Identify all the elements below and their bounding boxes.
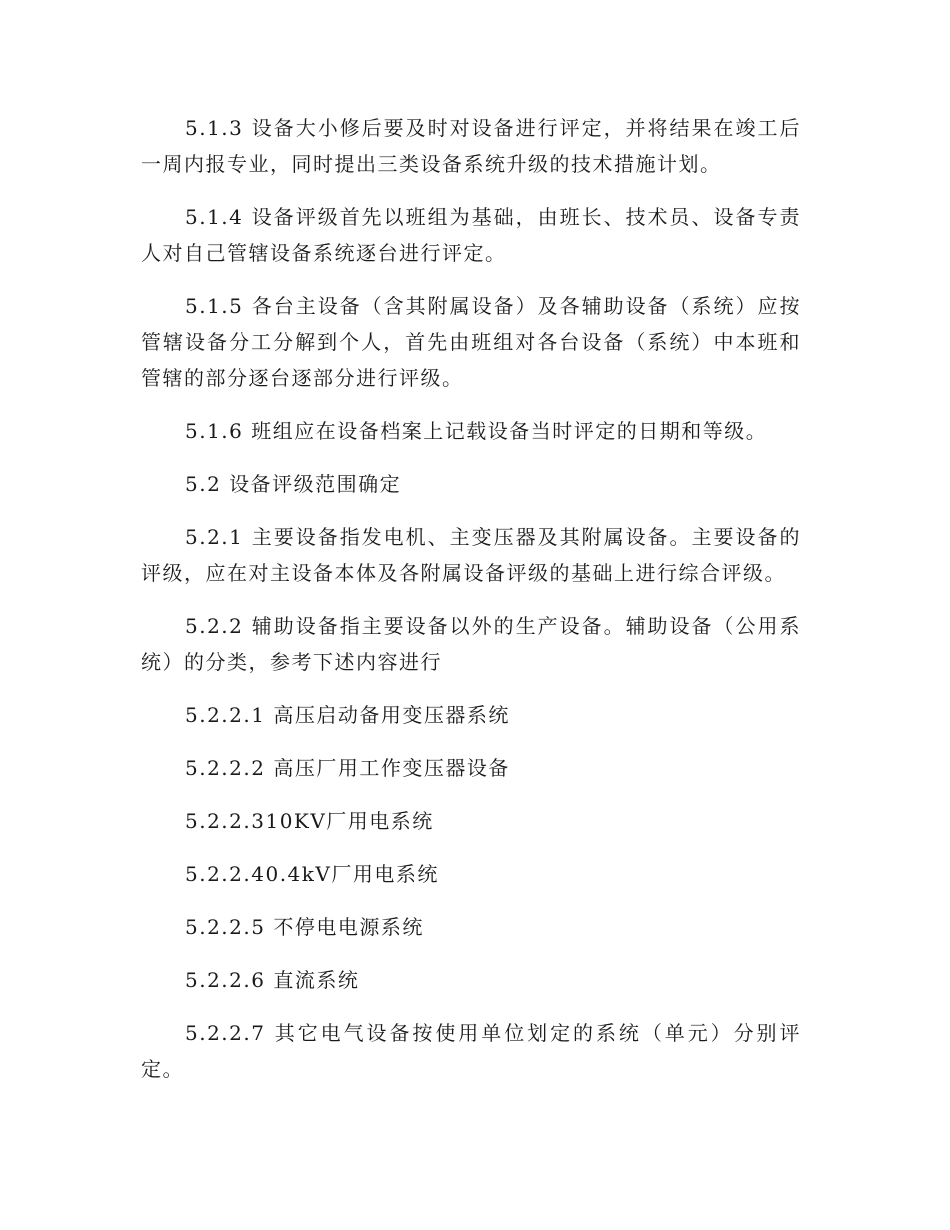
paragraph-5-1-6: 5.1.6 班组应在设备档案上记载设备当时评定的日期和等级。: [185, 419, 768, 443]
document-body: [141, 110, 801, 1104]
section-heading-5-2: 5.2 设备评级范围确定: [185, 472, 402, 496]
paragraph-5-1-3: 5.1.3 设备大小修后要及时对设备进行评定，并将结果在竣工后一周内报专业，同时提出三类设备系统升级的技术措施计划。: [141, 116, 801, 176]
list-item-5-2-2-1: 5.2.2.1 高压启动备用变压器系统: [185, 703, 510, 727]
paragraph-5-1-5: 5.1.5 各台主设备（含其附属设备）及各辅助设备（系统）应按管辖设备分工分解到个人，首先由班组对各台设备（系统）中本班和管辖的部分逐台逐部分进行评级。: [141, 294, 801, 390]
list-item-5-2-2-4: 5.2.2.40.4kV厂用电系统: [185, 862, 439, 886]
list-item-5-2-2-5: 5.2.2.5 不停电电源系统: [185, 915, 424, 939]
paragraph-5-1-4: 5.1.4 设备评级首先以班组为基础，由班长、技术员、设备专责人对自己管辖设备系统逐台进行评定。: [141, 205, 801, 265]
paragraph-5-2-1: 5.2.1 主要设备指发电机、主变压器及其附属设备。主要设备的评级，应在对主设备本体及各附属设备评级的基础上进行综合评级。: [141, 525, 801, 585]
list-item-5-2-2-6: 5.2.2.6 直流系统: [185, 968, 360, 992]
list-item-5-2-2-3: 5.2.2.310KV厂用电系统: [185, 809, 434, 833]
list-item-5-2-2-7: 5.2.2.7 其它电气设备按使用单位划定的系统（单元）分别评定。: [141, 1021, 801, 1081]
paragraph-5-2-2: 5.2.2 辅助设备指主要设备以外的生产设备。辅助设备（公用系统）的分类，参考下述内容进行: [141, 614, 801, 674]
list-item-5-2-2-2: 5.2.2.2 高压厂用工作变压器设备: [185, 756, 510, 780]
